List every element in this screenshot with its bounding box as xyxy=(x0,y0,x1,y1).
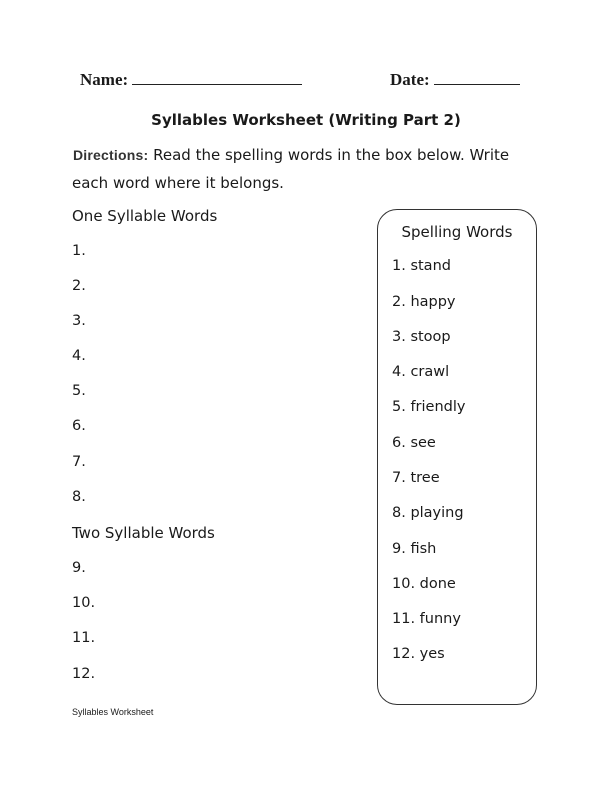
answer-line[interactable]: 10. xyxy=(72,595,96,611)
spelling-word: 11. funny xyxy=(392,611,461,627)
spelling-word: 6. see xyxy=(392,435,436,451)
spelling-word: 3. stoop xyxy=(392,329,451,345)
answer-line[interactable]: 4. xyxy=(72,348,86,364)
spelling-word: 9. fish xyxy=(392,541,437,557)
spelling-word: 2. happy xyxy=(392,294,456,310)
answer-line[interactable]: 5. xyxy=(72,383,86,399)
date-field[interactable] xyxy=(390,70,520,90)
one-syllable-heading: One Syllable Words xyxy=(72,207,218,225)
answer-line[interactable]: 3. xyxy=(72,313,86,329)
spelling-word: 8. playing xyxy=(392,505,464,521)
answer-line[interactable]: 7. xyxy=(72,454,86,470)
answer-line[interactable]: 8. xyxy=(72,489,86,505)
name-label: Name: xyxy=(80,70,129,89)
two-syllable-heading: Two Syllable Words xyxy=(72,524,215,542)
footer-label: Syllables Worksheet xyxy=(72,707,154,717)
answer-line[interactable]: 1. xyxy=(72,243,86,259)
answer-line[interactable]: 9. xyxy=(72,560,86,576)
spelling-word: 5. friendly xyxy=(392,399,466,415)
answer-line[interactable]: 2. xyxy=(72,278,86,294)
spelling-word: 1. stand xyxy=(392,258,451,274)
name-line[interactable] xyxy=(132,70,302,85)
directions-label: Directions: xyxy=(73,147,149,163)
spelling-words-box xyxy=(377,209,537,705)
spelling-word: 10. done xyxy=(392,576,456,592)
name-field[interactable] xyxy=(80,70,302,90)
answer-line[interactable]: 12. xyxy=(72,666,96,682)
date-label: Date: xyxy=(390,70,430,89)
directions-line-1: Read the spelling words in the box below. Write xyxy=(153,146,510,164)
answer-line[interactable]: 6. xyxy=(72,418,86,434)
answer-line[interactable]: 11. xyxy=(72,630,96,646)
directions-line-2: each word where it belongs. xyxy=(72,174,284,192)
spelling-word: 4. crawl xyxy=(392,364,450,380)
date-line[interactable] xyxy=(434,70,520,85)
spelling-word: 12. yes xyxy=(392,646,445,662)
spelling-word: 7. tree xyxy=(392,470,440,486)
directions xyxy=(73,146,509,164)
page-title: Syllables Worksheet (Writing Part 2) xyxy=(151,111,461,129)
spelling-words-heading: Spelling Words xyxy=(401,223,513,241)
